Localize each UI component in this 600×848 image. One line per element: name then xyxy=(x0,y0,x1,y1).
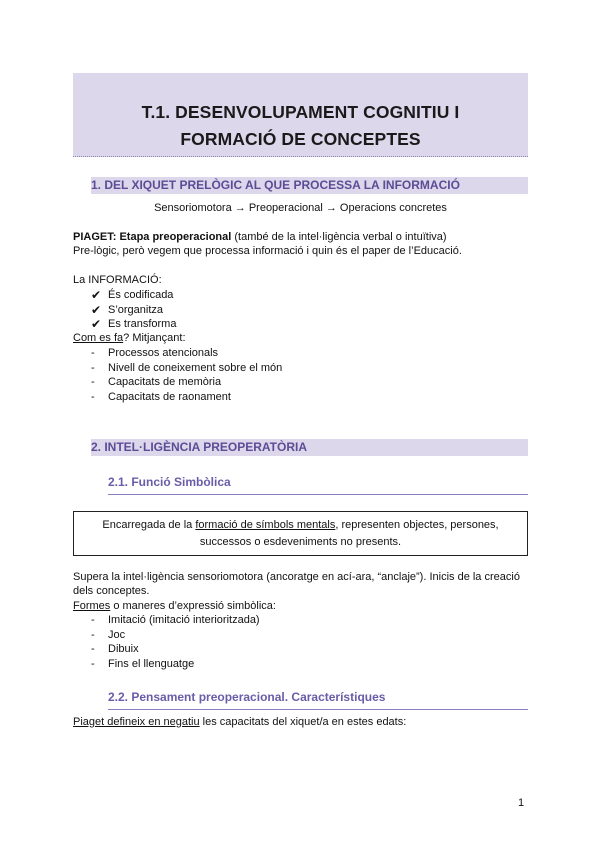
prelogic-line: Pre-lògic, però vegem que processa informació i quin és el paper de l’Educació. xyxy=(73,245,462,257)
check-item: S’organitza xyxy=(108,304,164,316)
check-item: És codificada xyxy=(108,289,174,301)
section-2-heading xyxy=(91,439,528,456)
piaget-negative-line xyxy=(73,716,406,728)
list-item: Joc xyxy=(108,629,126,641)
page-number: 1 xyxy=(518,797,525,809)
forms-rest: o maneres d’expressió simbòlica: xyxy=(110,600,276,612)
list-dash: - xyxy=(91,614,95,626)
piaget-rest: (també de la intel·ligència verbal o intuïtiva) xyxy=(231,231,447,243)
section-1-heading-text: 1. DEL XIQUET PRELÒGIC AL QUE PROCESSA LA INFORMACIÓ xyxy=(91,178,460,192)
list-dash: - xyxy=(91,643,95,655)
list-item: Imitació (imitació interioritzada) xyxy=(108,614,260,626)
para-line-1: Supera la intel·ligència sensoriomotora (ancoratge en ací-ara, “anclaje”). Inicis de la creació xyxy=(73,571,520,583)
check-icon: ✔ xyxy=(91,288,102,302)
list-dash: - xyxy=(91,658,95,670)
list-item: Capacitats de raonament xyxy=(108,391,231,403)
box-underlined: formació de símbols mentals xyxy=(195,519,336,531)
forms-underlined: Formes xyxy=(73,600,111,612)
list-item: Capacitats de memòria xyxy=(108,376,222,388)
title-banner xyxy=(73,73,528,157)
list-item: Nivell de coneixement sobre el món xyxy=(108,362,283,374)
para-line-2: dels conceptes. xyxy=(73,585,150,597)
list-item: Fins el llenguatge xyxy=(108,658,195,670)
list-dash: - xyxy=(91,376,95,388)
piaget-negative-rest: les capacitats del xiquet/a en estes edats: xyxy=(199,716,407,728)
list-dash: - xyxy=(91,629,95,641)
section-2-heading-text: 2. INTEL·LIGÈNCIA PREOPERATÒRIA xyxy=(91,440,308,454)
list-dash: - xyxy=(91,347,95,359)
forms-line xyxy=(73,600,276,612)
box-line-1 xyxy=(74,519,527,531)
piaget-line xyxy=(73,231,447,243)
piaget-negative-underlined: Piaget defineix en negatiu xyxy=(73,716,200,728)
check-icon: ✔ xyxy=(91,303,102,317)
list-item: Processos atencionals xyxy=(108,347,219,359)
how-line xyxy=(73,332,186,344)
how-underlined: Com es fa xyxy=(73,332,124,344)
subsection-2-2-heading: 2.2. Pensament preoperacional. Característiques xyxy=(108,690,528,710)
title-line-2: FORMACIÓ DE CONCEPTES xyxy=(180,129,421,149)
check-item: Es transforma xyxy=(108,318,177,330)
box-line-2: successos o esdeveniments no presents. xyxy=(199,536,402,548)
stages-line: Sensoriomotora → Preoperacional → Operacions concretes xyxy=(154,202,447,214)
list-item: Dibuix xyxy=(108,643,139,655)
info-label: La INFORMACIÓ: xyxy=(73,274,162,286)
how-rest: ? Mitjançant: xyxy=(123,332,186,344)
subsection-2-1-heading: 2.1. Funció Simbòlica xyxy=(108,475,528,495)
title-line-1: T.1. DESENVOLUPAMENT COGNITIU I xyxy=(141,102,460,122)
definition-box xyxy=(73,511,528,556)
box-post: , representen objectes, persones, xyxy=(335,519,499,531)
list-dash: - xyxy=(91,362,95,374)
section-1-heading xyxy=(91,177,528,194)
list-dash: - xyxy=(91,391,95,403)
check-icon: ✔ xyxy=(91,317,102,331)
box-pre: Encarregada de la xyxy=(102,519,196,531)
piaget-bold: PIAGET: Etapa preoperacional xyxy=(73,231,232,243)
